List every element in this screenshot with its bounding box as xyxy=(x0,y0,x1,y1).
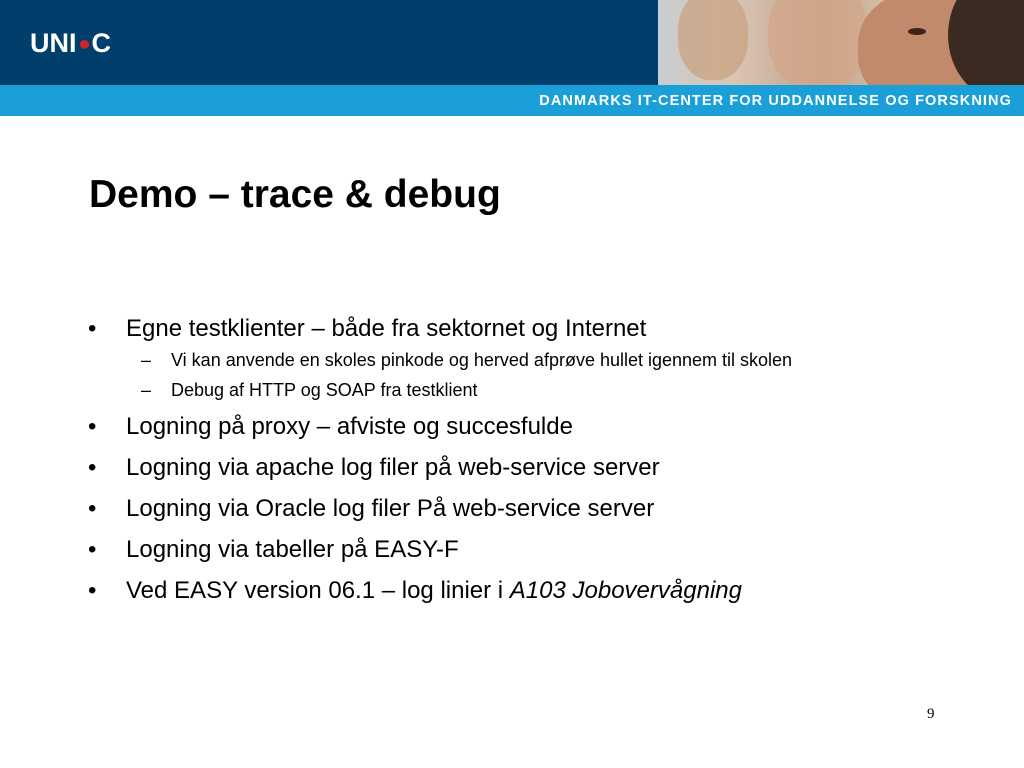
photo-eye xyxy=(908,28,926,35)
bullet-text: Logning på proxy – afviste og succesfulde xyxy=(126,413,573,440)
bullet-item xyxy=(88,453,938,482)
logo-dot-icon xyxy=(80,40,89,49)
bullet-marker: • xyxy=(88,315,97,342)
photo-face xyxy=(678,0,748,80)
bullet-list xyxy=(88,314,938,605)
sub-bullet-marker: – xyxy=(141,380,152,400)
bullet-text: Ved EASY version 06.1 – log linier i xyxy=(126,577,510,604)
bullet-item xyxy=(88,576,938,605)
uni-c-logo xyxy=(30,28,111,59)
bullet-text: Egne testklienter – både fra sektornet og Internet xyxy=(126,315,647,342)
bullet-text: Logning via Oracle log filer På web-service server xyxy=(126,495,655,522)
page-number: 9 xyxy=(927,706,935,722)
bullet-item xyxy=(88,535,938,564)
logo-text-left: UNI xyxy=(30,28,77,58)
sub-bullet-text: Debug af HTTP og SOAP fra testklient xyxy=(171,380,478,400)
slide-title: Demo – trace & debug xyxy=(89,173,501,216)
bullet-item xyxy=(88,314,938,402)
slide-body xyxy=(88,314,938,617)
sub-bullet-marker: – xyxy=(141,350,152,370)
sub-bullet-list xyxy=(126,349,938,402)
bullet-item xyxy=(88,412,938,441)
header-photo xyxy=(658,0,1024,85)
photo-hair xyxy=(948,0,1024,85)
sub-bullet-item xyxy=(126,379,891,402)
bullet-item xyxy=(88,494,938,523)
bullet-marker: • xyxy=(88,454,97,481)
bullet-marker: • xyxy=(88,577,97,604)
logo-text-right: C xyxy=(91,28,111,58)
bullet-text-italic: A103 Jobovervågning xyxy=(509,577,742,604)
sub-bullet-text: Vi kan anvende en skoles pinkode og herved afprøve hullet igennem til skolen xyxy=(171,350,793,370)
bullet-text: Logning via apache log filer på web-service server xyxy=(126,454,660,481)
bullet-text: Logning via tabeller på EASY-F xyxy=(126,536,459,563)
photo-face xyxy=(768,0,868,85)
tagline: DANMARKS IT-CENTER FOR UDDANNELSE OG FORSKNING xyxy=(539,93,1012,109)
bullet-marker: • xyxy=(88,495,97,522)
bullet-marker: • xyxy=(88,536,97,563)
bullet-marker: • xyxy=(88,413,97,440)
sub-bullet-item xyxy=(126,349,891,372)
